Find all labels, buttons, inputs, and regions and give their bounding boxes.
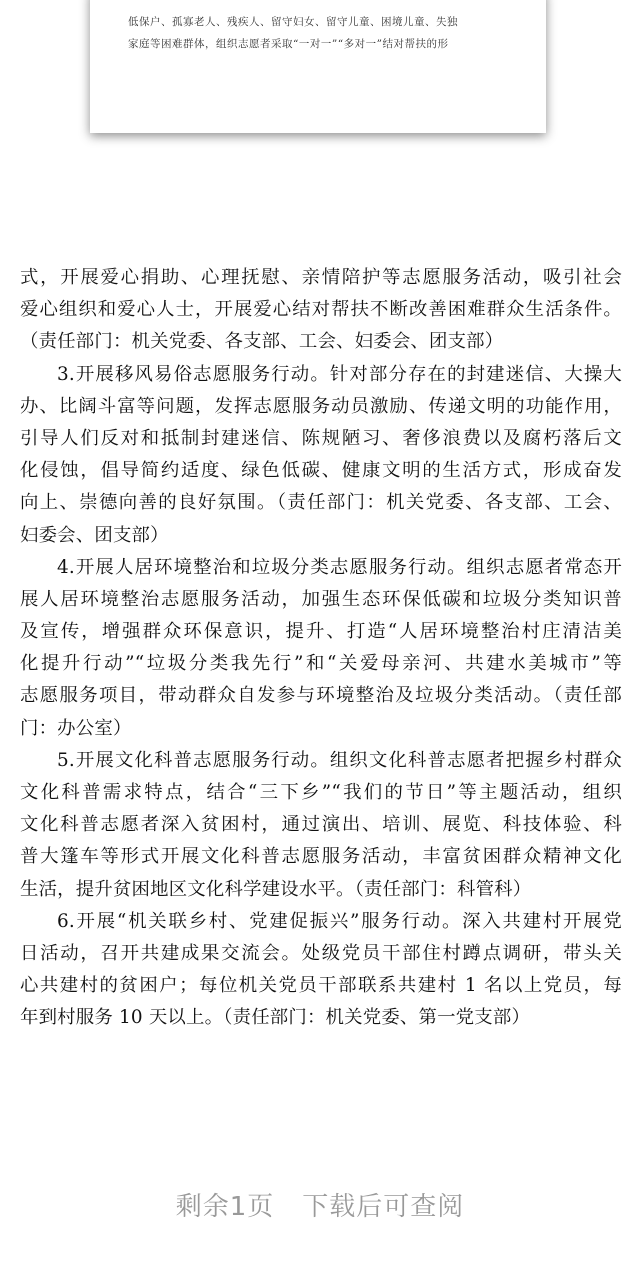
download-to-view-label[interactable]: 下载后可查阅 xyxy=(302,1192,465,1222)
page-preview-card xyxy=(90,0,546,133)
text-line: 5.开展文化科普志愿服务行动。组织文化科普志愿者把握乡村群众 xyxy=(57,749,622,771)
preview-line: 家庭等困难群体，组织志愿者采取“一对一”“多对一”结对帮扶的形 xyxy=(128,38,449,50)
text-line: 妇委会、团支部） xyxy=(20,524,169,546)
download-prompt[interactable] xyxy=(0,1186,640,1223)
text-line: 志愿服务项目，带动群众自发参与环境整治及垃圾分类活动。（责任部 xyxy=(20,685,622,707)
text-line: （责任部门：机关党委、各支部、工会、妇委会、团支部） xyxy=(20,331,504,353)
text-line: 普大篷车等形式开展文化科普志愿服务活动，丰富贫困群众精神文化 xyxy=(20,846,622,868)
text-line: 门：办公室） xyxy=(20,717,132,739)
text-line: 文化科普需求特点，结合“三下乡”“我们的节日”等主题活动，组织 xyxy=(20,782,622,803)
text-line: 3.开展移风易俗志愿服务行动。针对部分存在的封建迷信、大操大 xyxy=(57,363,622,385)
text-line: 4.开展人居环境整治和垃圾分类志愿服务行动。组织志愿者常态开 xyxy=(57,556,622,578)
text-line: 式，开展爱心捐助、心理抚慰、亲情陪护等志愿服务活动，吸引社会 xyxy=(20,267,622,288)
text-line: 心共建村的贫困户；每位机关党员干部联系共建村 1 名以上党员，每 xyxy=(20,975,622,997)
text-line: 办、比阔斗富等问题，发挥志愿服务动员激励、传递文明的功能作用， xyxy=(20,395,622,417)
text-line: 年到村服务 10 天以上。（责任部门：机关党委、第一党支部） xyxy=(20,1007,531,1029)
text-line: 向上、崇德向善的良好氛围。（责任部门：机关党委、各支部、工会、 xyxy=(20,492,622,514)
document-body xyxy=(20,262,622,1035)
text-line: 引导人们反对和抵制封建迷信、陈规陋习、奢侈浪费以及腐朽落后文 xyxy=(20,427,622,449)
text-line: 化侵蚀，倡导简约适度、绿色低碳、健康文明的生活方式，形成奋发 xyxy=(20,460,622,482)
text-line: 6.开展“机关联乡村、党建促振兴”服务行动。深入共建村开展党 xyxy=(57,910,622,932)
remaining-pages-label[interactable]: 剩余1页 xyxy=(175,1192,275,1222)
text-line: 文化科普志愿者深入贫困村，通过演出、培训、展览、科技体验、科 xyxy=(20,814,622,836)
text-line: 化提升行动”“垃圾分类我先行”和“关爱母亲河、共建水美城市”等 xyxy=(20,653,622,675)
text-line: 及宣传，增强群众环保意识，提升、打造“人居环境整治村庄清洁美 xyxy=(20,621,622,643)
text-line: 爱心组织和爱心人士，开展爱心结对帮扶不断改善困难群众生活条件。 xyxy=(20,299,622,321)
text-line: 日活动，召开共建成果交流会。处级党员干部住村蹲点调研，带头关 xyxy=(20,942,622,964)
text-line: 展人居环境整治志愿服务活动，加强生态环保低碳和垃圾分类知识普 xyxy=(20,588,622,610)
text-line: 生活，提升贫困地区文化科学建设水平。（责任部门：科管科） xyxy=(20,878,532,900)
preview-line: 低保户、孤寡老人、残疾人、留守妇女、留守儿童、困境儿童、失独 xyxy=(128,16,458,28)
